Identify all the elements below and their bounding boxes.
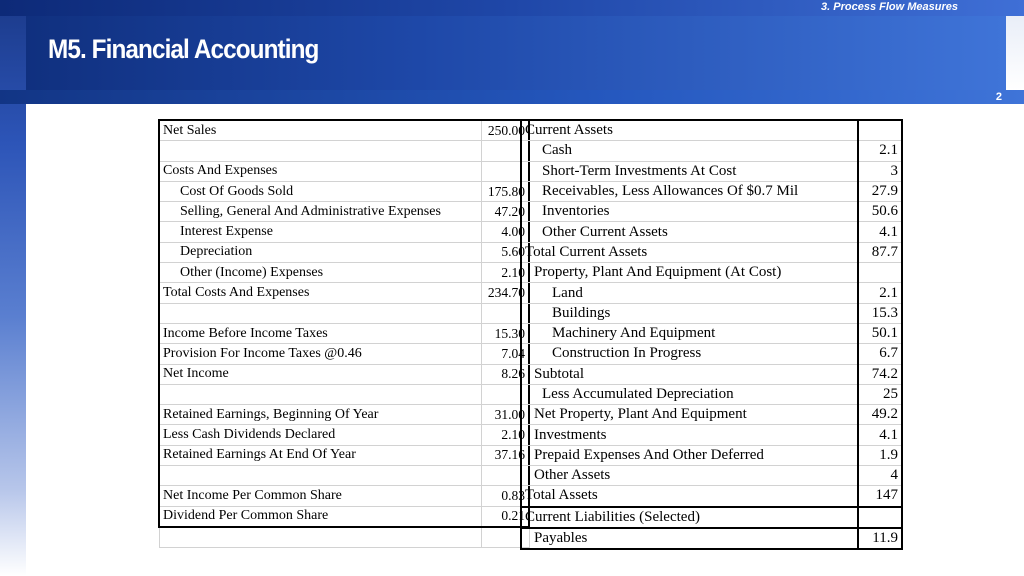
- row-label: [159, 384, 482, 404]
- row-label: Cash: [521, 141, 858, 161]
- row-label: Current Liabilities (Selected): [521, 507, 858, 528]
- table-row: [521, 120, 902, 141]
- left-decorative-bar: [0, 0, 26, 576]
- table-row: [159, 242, 529, 262]
- table-row: [521, 425, 902, 445]
- row-value: 5.60: [482, 242, 530, 262]
- row-value: 2.1: [858, 283, 902, 303]
- table-row: [521, 242, 902, 262]
- row-value: 0.83: [482, 486, 530, 506]
- table-row: [159, 364, 529, 384]
- row-value: 2.1: [858, 141, 902, 161]
- row-label: Net Property, Plant And Equipment: [521, 405, 858, 425]
- table-row: [159, 222, 529, 242]
- row-label: Income Before Income Taxes: [159, 323, 482, 343]
- row-label: Interest Expense: [159, 222, 482, 242]
- row-label: Buildings: [521, 303, 858, 323]
- table-row: [521, 181, 902, 201]
- row-value: 4.1: [858, 222, 902, 242]
- row-value: 4.1: [858, 425, 902, 445]
- right-decorative-strip: [1006, 16, 1024, 90]
- table-row: [521, 528, 902, 549]
- table-row: [159, 181, 529, 201]
- row-label: Costs And Expenses: [159, 161, 482, 181]
- row-value: 49.2: [858, 405, 902, 425]
- row-label: Net Income: [159, 364, 482, 384]
- row-value: 4: [858, 466, 902, 486]
- row-value: 8.26: [482, 364, 530, 384]
- row-label: Land: [521, 283, 858, 303]
- row-label: Retained Earnings, Beginning Of Year: [159, 405, 482, 425]
- table-row: [521, 445, 902, 465]
- table-row: [159, 486, 529, 506]
- table-row: [159, 120, 529, 141]
- row-label: Subtotal: [521, 364, 858, 384]
- row-value: 25: [858, 384, 902, 404]
- title-banner: [26, 16, 1006, 90]
- table-row: [159, 405, 529, 425]
- table-row: [521, 222, 902, 242]
- table-row: [521, 486, 902, 507]
- table-row: [521, 263, 902, 283]
- row-value: 6.7: [858, 344, 902, 364]
- row-label: Machinery And Equipment: [521, 323, 858, 343]
- row-label: Payables: [521, 528, 858, 549]
- breadcrumb: 3. Process Flow Measures: [821, 1, 958, 13]
- row-label: Net Income Per Common Share: [159, 486, 482, 506]
- table-row: [521, 161, 902, 181]
- table-row: [521, 202, 902, 222]
- row-value: 2.10: [482, 263, 530, 283]
- row-value: 4.00: [482, 222, 530, 242]
- table-row: [521, 507, 902, 528]
- table-row: [159, 344, 529, 364]
- row-label: [159, 303, 482, 323]
- row-label: Total Assets: [521, 486, 858, 507]
- row-label: [159, 141, 482, 161]
- row-label: Provision For Income Taxes @0.46: [159, 344, 482, 364]
- table-row: [521, 141, 902, 161]
- row-label: [159, 466, 482, 486]
- table-row: [159, 263, 529, 283]
- row-label: Inventories: [521, 202, 858, 222]
- table-row: [159, 202, 529, 222]
- row-label: Net Sales: [159, 120, 482, 141]
- row-value: [858, 507, 902, 528]
- row-label: Depreciation: [159, 242, 482, 262]
- table-row: [521, 466, 902, 486]
- page-title: M5. Financial Accounting: [48, 34, 319, 64]
- row-value: 50.1: [858, 323, 902, 343]
- table-row: [159, 445, 529, 465]
- table-row: [159, 161, 529, 181]
- table-row: [159, 466, 529, 486]
- row-value: 11.9: [858, 528, 902, 549]
- table-row: [521, 283, 902, 303]
- row-value: 234.70: [482, 283, 530, 303]
- row-value: 50.6: [858, 202, 902, 222]
- row-value: 0.21: [482, 506, 530, 527]
- row-label: Dividend Per Common Share: [159, 506, 482, 527]
- balance-sheet-table: [520, 119, 903, 550]
- income-statement-table: [158, 119, 530, 548]
- row-label: Less Cash Dividends Declared: [159, 425, 482, 445]
- row-value: 15.3: [858, 303, 902, 323]
- table-row: [159, 425, 529, 445]
- row-label: Total Current Assets: [521, 242, 858, 262]
- row-label: Less Accumulated Depreciation: [521, 384, 858, 404]
- row-value: 31.00: [482, 405, 530, 425]
- row-label: Current Assets: [521, 120, 858, 141]
- table-row: [159, 303, 529, 323]
- row-value: 175.80: [482, 181, 530, 201]
- row-label: Other (Income) Expenses: [159, 263, 482, 283]
- row-value: 250.00: [482, 120, 530, 141]
- row-value: 74.2: [858, 364, 902, 384]
- table-row: [159, 506, 529, 527]
- row-value: 1.9: [858, 445, 902, 465]
- row-label: Other Current Assets: [521, 222, 858, 242]
- row-label: Short-Term Investments At Cost: [521, 161, 858, 181]
- under-bar: [0, 90, 1024, 104]
- table-row: [159, 323, 529, 343]
- table-row: [521, 364, 902, 384]
- row-value: 3: [858, 161, 902, 181]
- empty-cell: [159, 527, 482, 548]
- row-label: Construction In Progress: [521, 344, 858, 364]
- table-row: [159, 384, 529, 404]
- row-value: 47.20: [482, 202, 530, 222]
- table-row: [521, 303, 902, 323]
- row-value: 27.9: [858, 181, 902, 201]
- row-label: Prepaid Expenses And Other Deferred: [521, 445, 858, 465]
- row-value: [858, 120, 902, 141]
- row-value: 87.7: [858, 242, 902, 262]
- table-row: [521, 384, 902, 404]
- table-row: [159, 527, 529, 548]
- row-value: [858, 263, 902, 283]
- row-value: 15.30: [482, 323, 530, 343]
- row-value: 147: [858, 486, 902, 507]
- row-label: Cost Of Goods Sold: [159, 181, 482, 201]
- row-value: 7.04: [482, 344, 530, 364]
- page-number: 2: [995, 91, 1002, 103]
- row-label: Total Costs And Expenses: [159, 283, 482, 303]
- row-label: Property, Plant And Equipment (At Cost): [521, 263, 858, 283]
- row-value: 2.10: [482, 425, 530, 445]
- table-row: [159, 141, 529, 161]
- row-value: 37.16: [482, 445, 530, 465]
- row-label: Other Assets: [521, 466, 858, 486]
- table-row: [521, 323, 902, 343]
- row-label: Retained Earnings At End Of Year: [159, 445, 482, 465]
- table-row: [521, 405, 902, 425]
- table-row: [159, 283, 529, 303]
- row-label: Selling, General And Administrative Expenses: [159, 202, 482, 222]
- table-row: [521, 344, 902, 364]
- row-label: Investments: [521, 425, 858, 445]
- row-label: Receivables, Less Allowances Of $0.7 Mil: [521, 181, 858, 201]
